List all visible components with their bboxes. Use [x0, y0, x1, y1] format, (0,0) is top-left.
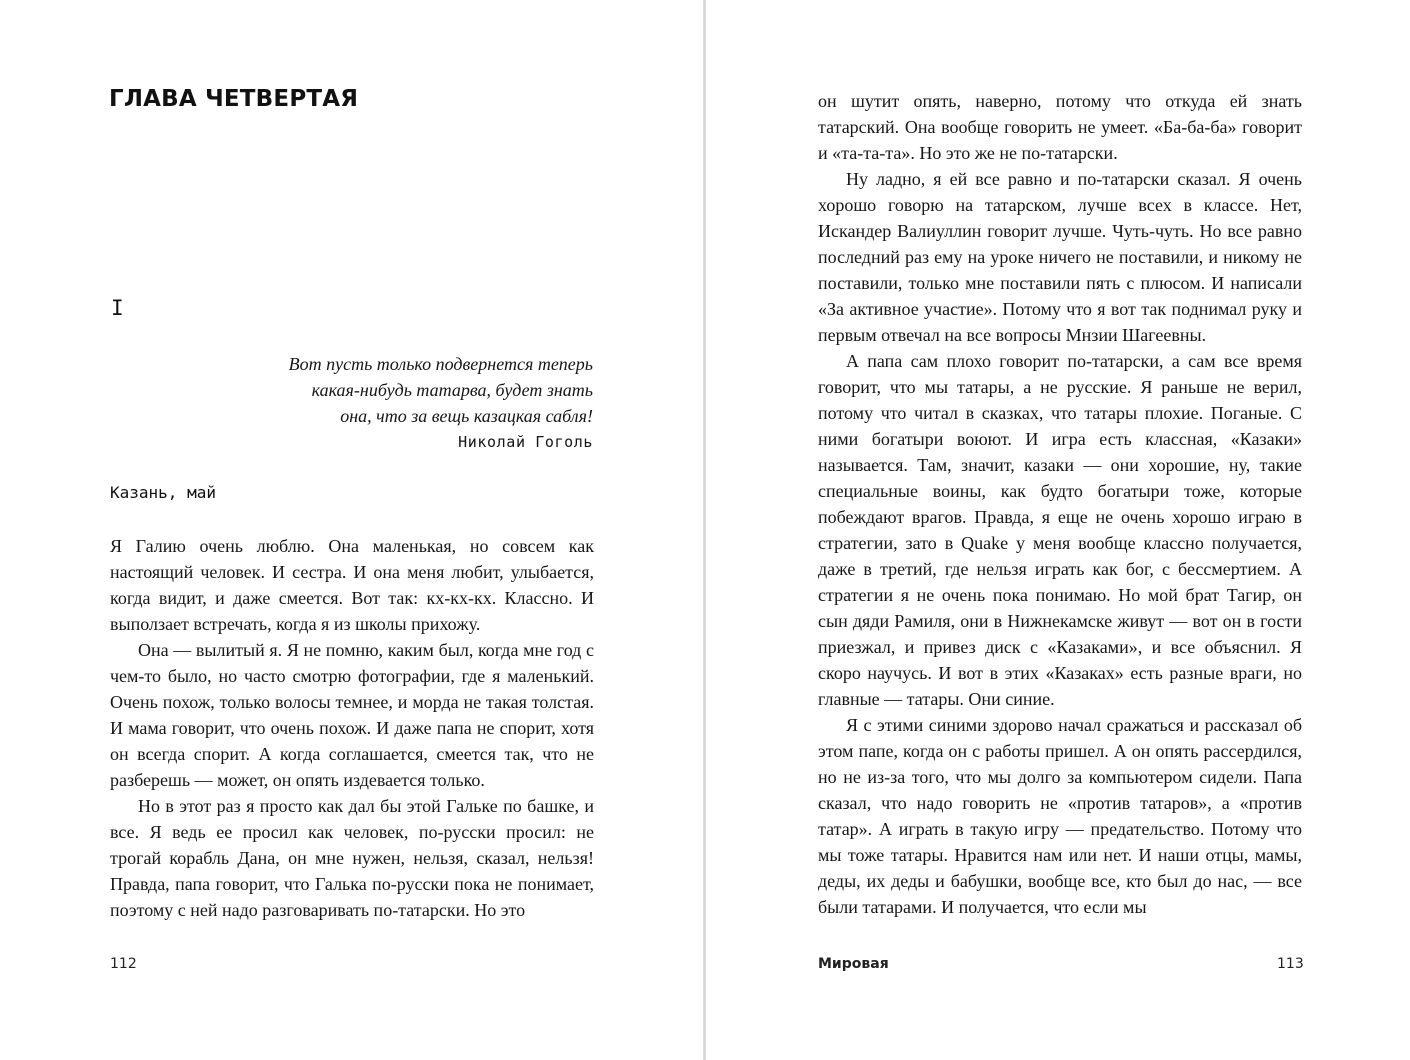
page-number-left: 112: [110, 956, 137, 972]
paragraph: Я с этими синими здорово начал сражаться и рассказал об этом папе, когда он с работы пришел. А он опять рассердился, но не из-за того, что мы долго за компьютером сидели. Папа сказал, что надо говорить не «против татаров», а «против татар». А играть в такую игру — предательство. Потому что мы тоже татары. Нравится нам или нет. И наши отцы, мамы, деды, их деды и бабушки, вообще все, кто был до нас, — все были татарами. И получается, что если мы: [818, 715, 1302, 917]
paragraph: А папа сам плохо говорит по-татарски, а сам все время говорит, что мы татары, а не русские. Я раньше не верил, потому что читал в сказках, что татары плохие. Поганые. С ними богатыри воюют. И игра есть классная, «Казаки» называется. Там, значит, казаки — они хорошие, ну, такие специальные воины, как будто богатыри тоже, которые побеждают врагов. Правда, я еще не очень хорошо играю в стратегии, зато в Quake у меня вообще классно получается, даже в третий, где нельзя играть как бог, с бессмертием. А стратегии я не очень пока понимаю. Но мой брат Тагир, он сын дяди Рамиля, они в Нижнекамске живут — вот он в гости приезжал, и привез диск с «Казаками», и все объяснил. Я скоро научусь. И вот в этих «Казаках» есть разные враги, но главные — татары. Они синие.: [818, 351, 1302, 709]
paragraph: он шутит опять, наверно, потому что откуда ей знать татарский. Она вообще говорить не умеет. «Ба-ба-ба» говорит и «та-та-та». Но это же не по-татарски.: [818, 91, 1302, 163]
paragraph: Я Галию очень люблю. Она маленькая, но совсем как настоящий человек. И сестра. И она меня любит, улыбается, когда видит, и даже смеется. Вот так: кх-кх-кх. Классно. И выползает встречать, когда я из школы прихожу.: [110, 536, 594, 634]
paragraph: Она — вылитый я. Я не помню, каким был, когда мне год с чем-то было, но часто смотрю фотографии, где я маленький. Очень похож, только волосы темнее, и морда не такая толстая. И мама говорит, что очень похож. И даже папа не спорит, хотя он всегда спорит. А когда соглашается, смеется так, что не разберешь — может, он опять издевается только.: [110, 640, 594, 790]
left-body-text: [110, 533, 594, 923]
epigraph-line: она, что за вещь казацкая сабля!: [340, 405, 593, 426]
page-number-right: 113: [1277, 956, 1304, 972]
section-number: I: [111, 296, 124, 320]
left-page: [0, 0, 703, 1060]
epigraph-author: Николай Гоголь: [458, 433, 593, 452]
paragraph: Ну ладно, я ей все равно и по-татарски сказал. Я очень хорошо говорю на татарском, лучше всех в классе. Нет, Искандер Валиуллин говорит лучше. Чуть-чуть. Но все равно последний раз ему на уроке ничего не поставили, и никому не поставили, только мне поставили пять с плюсом. И написали «За активное участие». Потому что я вот так поднимал руку и первым отвечал на все вопросы Мнзии Шагеевны.: [818, 169, 1302, 345]
epigraph-line: Вот пусть только подвернется теперь: [288, 354, 593, 374]
paragraph: Но в этот раз я просто как дал бы этой Гальке по башке, и все. Я ведь ее просил как человек, по-русски просил: не трогай корабль Дана, он мне нужен, нельзя, сказал, нельзя! Правда, папа говорит, что Галька по-русски пока не понимает, поэтому с ней надо разговаривать по-татарски. Но это: [110, 796, 594, 920]
right-body-text: [818, 88, 1302, 920]
place-date: Казань, май: [110, 483, 216, 502]
epigraph: [260, 352, 593, 456]
running-head: Мировая: [818, 956, 889, 972]
chapter-title: ГЛАВА ЧЕТВЕРТАЯ: [109, 86, 359, 112]
epigraph-line: какая-нибудь татарва, будет знать: [311, 379, 593, 400]
